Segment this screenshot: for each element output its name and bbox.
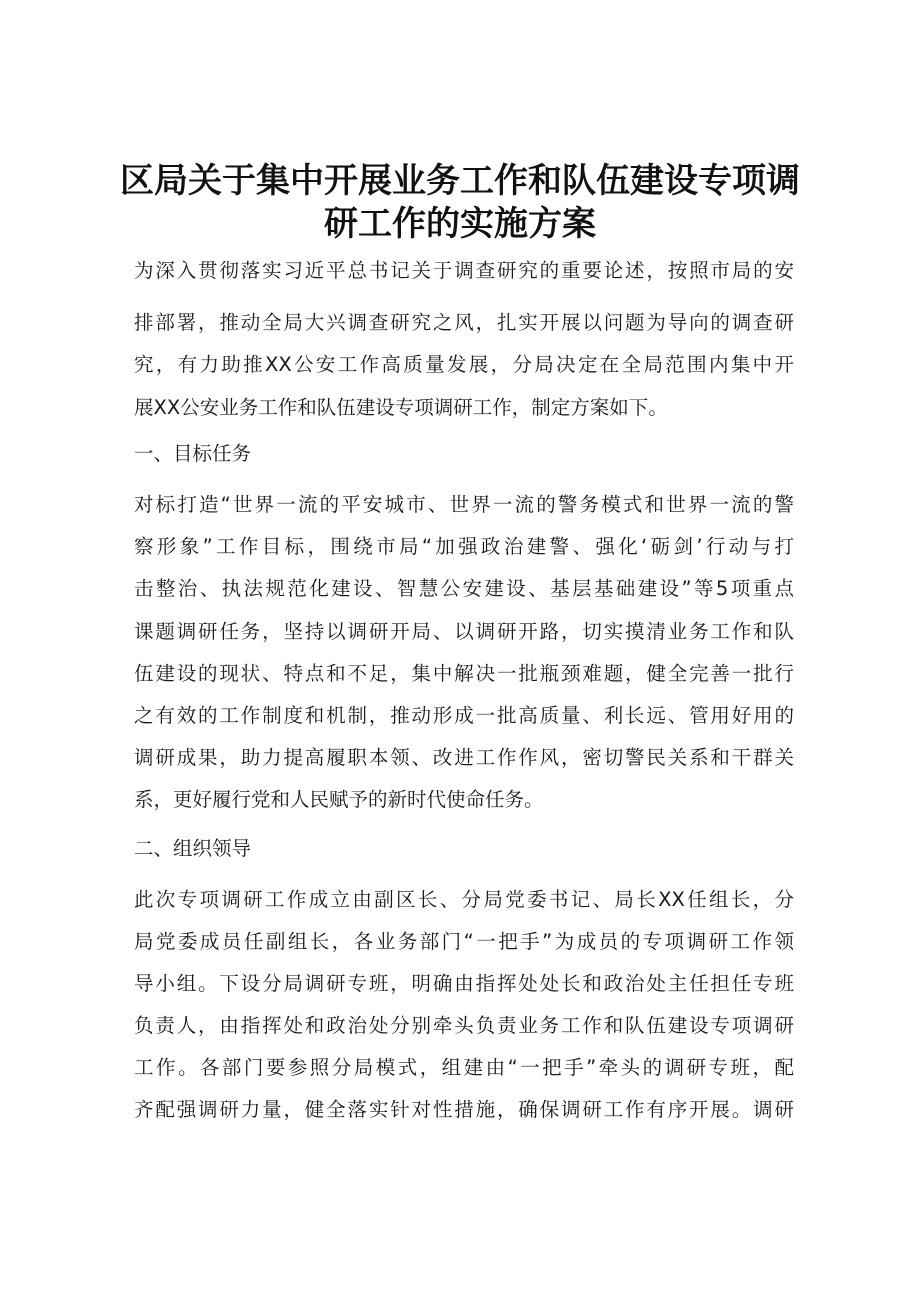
section2-line-1: 此次专项调研工作成立由副区长、分局党委书记、局长XX任组长，分 [134, 888, 794, 911]
intro-line-4: 展XX公安业务工作和队伍建设专项调研工作，制定方案如下。 [134, 396, 668, 419]
section2-line-4: 负责人，由指挥处和政治处分别牵头负责业务工作和队伍建设专项调研 [134, 1014, 794, 1037]
section1-line-7: 调研成果，助力提高履职本领、改进工作作风，密切警民关系和干群关 [134, 746, 794, 769]
document-title-line-1: 区局关于集中开展业务工作和队伍建设专项调 [120, 161, 800, 201]
intro-line-3: 究，有力助推XX公安工作高质量发展，分局决定在全局范围内集中开 [134, 353, 794, 376]
intro-line-1: 为深入贯彻落实习近平总书记关于调查研究的重要论述，按照市局的安 [134, 259, 794, 282]
section-heading-leadership: 二、组织领导 [134, 837, 252, 860]
section2-line-6: 齐配强调研力量，健全落实针对性措施，确保调研工作有序开展。调研 [134, 1098, 794, 1121]
section1-line-6: 之有效的工作制度和机制，推动形成一批高质量、利长远、管用好用的 [134, 704, 794, 727]
section1-line-1: 对标打造“世界一流的平安城市、世界一流的警务模式和世界一流的警 [134, 493, 794, 516]
intro-line-2: 排部署，推动全局大兴调查研究之风，扎实开展以问题为导向的调查研 [134, 311, 794, 334]
section2-line-2: 局党委成员任副组长，各业务部门“一把手”为成员的专项调研工作领 [134, 930, 794, 953]
section1-line-8: 系，更好履行党和人民赋予的新时代使命任务。 [134, 788, 544, 811]
section2-line-5: 工作。各部门要参照分局模式，组建由“一把手”牵头的调研专班，配 [134, 1056, 794, 1079]
section1-line-2: 察形象”工作目标，围绕市局“加强政治建警、强化‘砺剑’行动与打 [134, 535, 794, 558]
section1-line-5: 伍建设的现状、特点和不足，集中解决一批瓶颈难题，健全完善一批行 [134, 662, 794, 685]
section1-line-4: 课题调研任务，坚持以调研开局、以调研开路，切实摸清业务工作和队 [134, 620, 794, 643]
document-title-line-2: 研工作的实施方案 [324, 204, 596, 244]
section2-line-3: 导小组。下设分局调研专班，明确由指挥处处长和政治处主任担任专班 [134, 972, 794, 995]
section-heading-goals: 一、目标任务 [134, 442, 252, 465]
section1-line-3: 击整治、执法规范化建设、智慧公安建设、基层基础建设”等5项重点 [134, 577, 794, 600]
